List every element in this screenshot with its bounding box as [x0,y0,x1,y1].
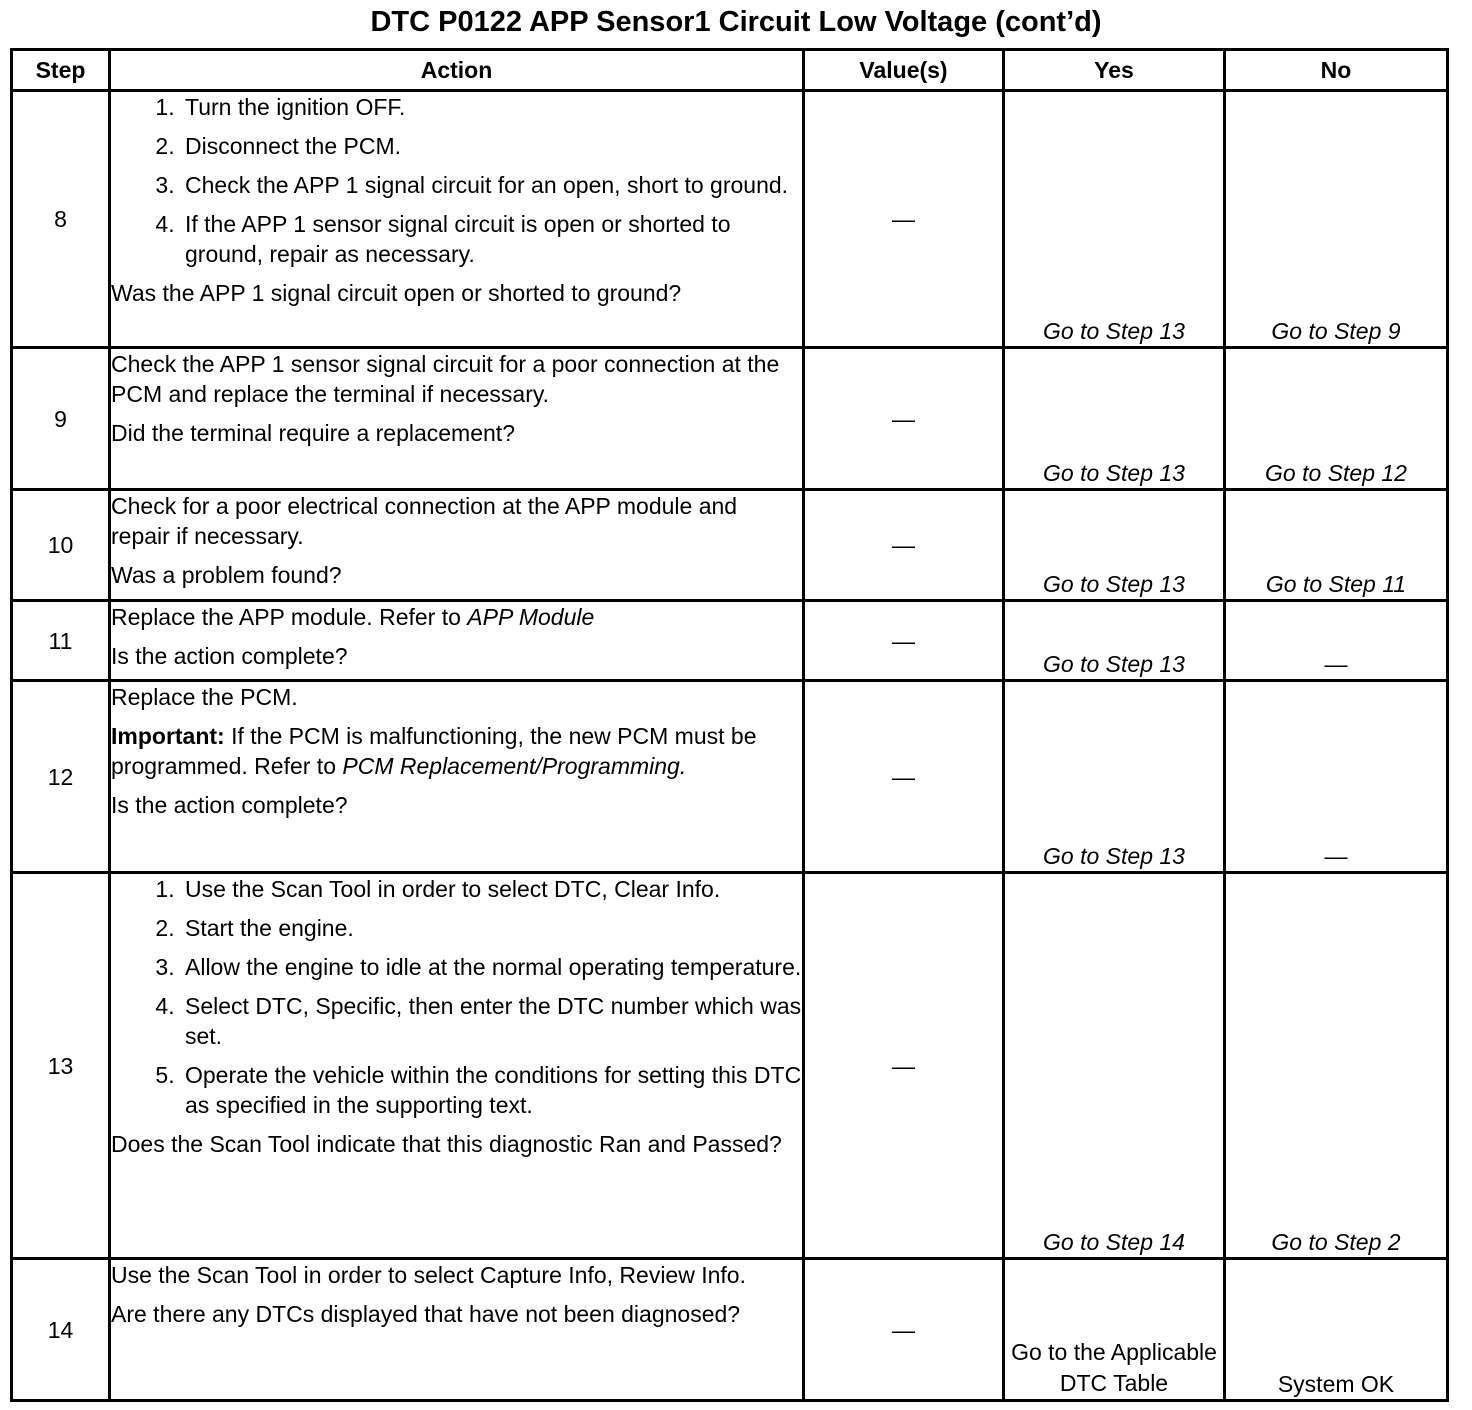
action-question: Is the action complete? [111,643,348,669]
action-cell [110,681,804,873]
action-cell [110,1259,804,1401]
table-row [12,681,1448,873]
action-text-prefix: Replace the APP module. Refer to [111,604,468,630]
table-row [12,873,1448,1259]
important-end: . [679,753,687,779]
action-text: Check the APP 1 sensor signal circuit for a poor connection at the PCM and replace the terminal if necessary. [111,351,780,407]
header-no: No [1225,50,1448,91]
table-row [12,1259,1448,1401]
step-number: 11 [12,601,110,681]
action-cell [110,91,804,348]
diagnostic-table [10,48,1449,1402]
action-step: 4. If the APP 1 sensor signal circuit is open or shorted to ground, repair as necessary. [181,209,802,269]
step-number: 14 [12,1259,110,1401]
header-action: Action [110,50,804,91]
yes-result: Go to Step 13 [1004,601,1225,681]
action-cell [110,490,804,601]
yes-result: Go to Step 13 [1004,91,1225,348]
important-label: Important: [111,723,225,749]
action-step: 4. Select DTC, Specific, then enter the DTC number which was set. [181,991,802,1051]
action-question: Did the terminal require a replacement? [111,420,515,446]
step-number: 13 [12,873,110,1259]
action-step: 1. Use the Scan Tool in order to select DTC, Clear Info. [181,874,802,904]
table-header-row [12,50,1448,91]
header-step: Step [12,50,110,91]
step-number: 12 [12,681,110,873]
action-question: Does the Scan Tool indicate that this diagnostic Ran and Passed? [111,1131,782,1157]
value-cell: — [804,490,1004,601]
value-cell: — [804,91,1004,348]
action-cell [110,348,804,490]
no-result: Go to Step 9 [1225,91,1448,348]
page-title: DTC P0122 APP Sensor1 Circuit Low Voltage (cont’d) [370,6,1102,38]
no-result: Go to Step 11 [1225,490,1448,601]
header-yes: Yes [1004,50,1225,91]
no-result: Go to Step 2 [1225,873,1448,1259]
action-text: Replace the PCM. [111,684,298,710]
value-cell: — [804,1259,1004,1401]
table-row [12,91,1448,348]
action-step: 2. Start the engine. [181,913,802,943]
action-step: 1. Turn the ignition OFF. [181,92,802,122]
no-result: — [1225,601,1448,681]
action-text: Use the Scan Tool in order to select Capture Info, Review Info. [111,1262,746,1288]
step-number: 8 [12,91,110,348]
important-note [111,721,802,781]
yes-result: Go to Step 13 [1004,490,1225,601]
value-cell: — [804,348,1004,490]
header-values: Value(s) [804,50,1004,91]
yes-result: Go to Step 14 [1004,873,1225,1259]
no-result: Go to Step 12 [1225,348,1448,490]
yes-result: Go to Step 13 [1004,348,1225,490]
action-question: Was a problem found? [111,562,342,588]
reference-link: APP Module [467,604,595,630]
action-step: 3. Allow the engine to idle at the normal operating temperature. [181,952,802,982]
no-result: System OK [1225,1259,1448,1401]
action-cell [110,873,804,1259]
value-cell: — [804,601,1004,681]
table-row [12,348,1448,490]
value-cell: — [804,873,1004,1259]
yes-result: Go to Step 13 [1004,681,1225,873]
action-question: Was the APP 1 signal circuit open or shorted to ground? [111,280,682,306]
step-number: 9 [12,348,110,490]
action-text: Check for a poor electrical connection at the APP module and repair if necessary. [111,493,738,549]
action-step: 3. Check the APP 1 signal circuit for an open, short to ground. [181,170,802,200]
important-text: If the PCM is malfunctioning, the new PCM must be programmed. Refer to [111,723,757,779]
action-step: 5. Operate the vehicle within the conditions for setting this DTC as specified in the supporting text. [181,1060,802,1120]
no-result: — [1225,681,1448,873]
action-steps [111,874,802,1120]
action-question: Is the action complete? [111,792,348,818]
action-text [111,602,802,632]
value-cell: — [804,681,1004,873]
action-cell [110,601,804,681]
reference-link: PCM Replacement/Programming [342,753,680,779]
action-question: Are there any DTCs displayed that have not been diagnosed? [111,1301,741,1327]
table-row [12,601,1448,681]
table-row [12,490,1448,601]
yes-result: Go to the Applicable DTC Table [1004,1259,1225,1401]
step-number: 10 [12,490,110,601]
action-steps [111,92,802,269]
action-step: 2. Disconnect the PCM. [181,131,802,161]
